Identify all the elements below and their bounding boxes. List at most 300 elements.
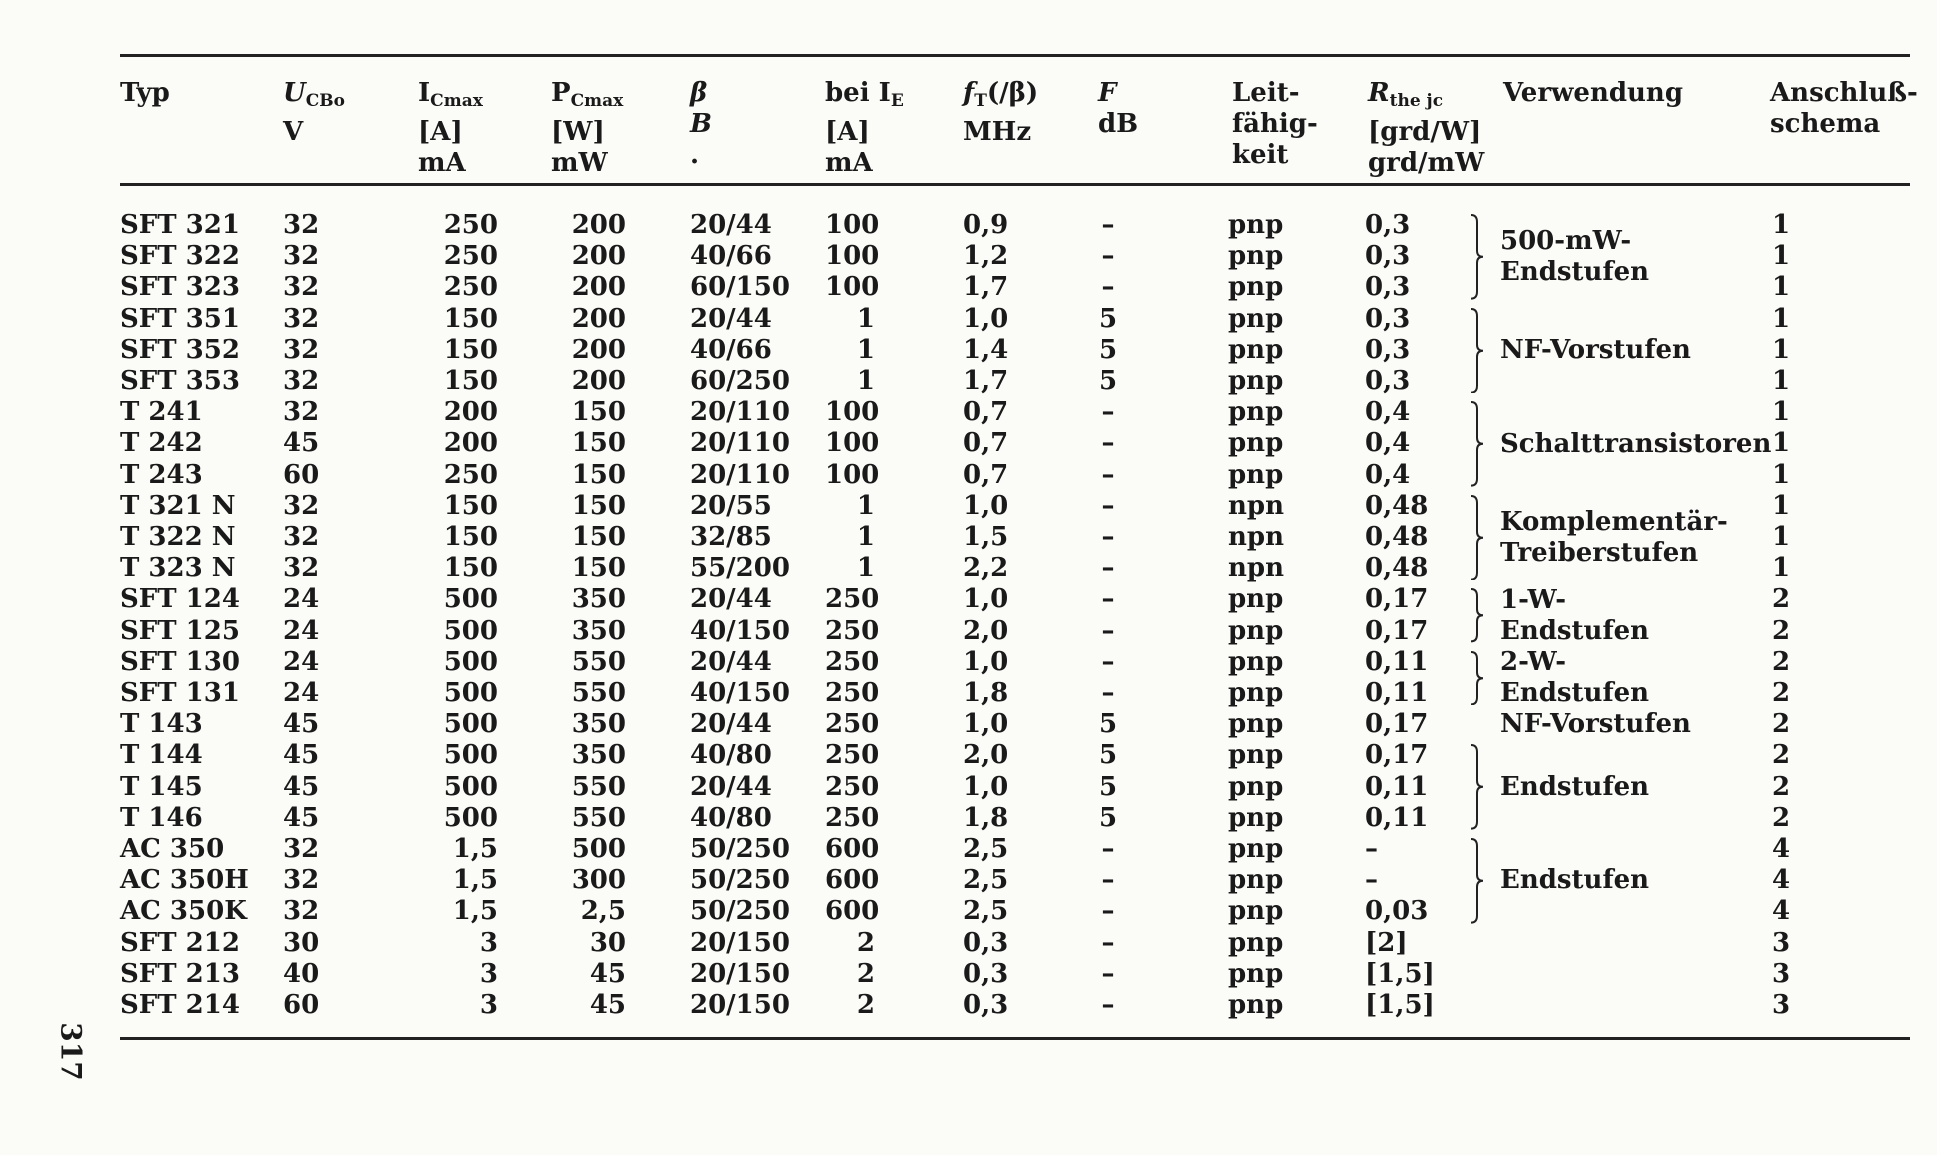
cell-schema: 1: [1771, 522, 1791, 552]
cell-bei: 100: [825, 272, 880, 303]
header-leit-2: fähig-: [1232, 109, 1318, 139]
usage-group-label: NF-Vorstufen: [1500, 709, 1691, 740]
cell-bei: 600: [825, 896, 880, 927]
cell-u: 40: [283, 958, 320, 989]
cell-f: –: [1101, 428, 1115, 459]
cell-u: 24: [283, 584, 320, 615]
cell-f: –: [1101, 927, 1115, 958]
header-ucbo-sub: CBo: [305, 91, 345, 111]
cell-u: 32: [283, 334, 320, 365]
header-leit-1: Leit-: [1232, 78, 1300, 108]
cell-leit: pnp: [1228, 834, 1284, 864]
cell-leit: pnp: [1228, 678, 1284, 708]
header-icmax-unit1: [A]: [418, 117, 463, 147]
cell-typ: T 323 N: [120, 553, 236, 584]
header-typ-label: Typ: [120, 78, 170, 108]
header-bei: [825, 78, 904, 179]
cell-bei: 100: [825, 397, 880, 428]
cell-p: 200: [571, 272, 626, 303]
cell-i: 150: [443, 334, 498, 365]
header-bei-unit2: mA: [825, 148, 873, 178]
cell-bei: 250: [825, 740, 880, 771]
cell-beta: 20/150: [690, 927, 790, 958]
cell-u: 32: [283, 490, 320, 521]
cell-i: 250: [443, 272, 498, 303]
cell-ft: 1,8: [963, 678, 1009, 708]
cell-bei: 250: [825, 646, 880, 677]
brace-icon: [1468, 588, 1486, 642]
header-rth-unit1: [grd/W]: [1368, 117, 1482, 147]
brace-icon: [1468, 308, 1486, 394]
header-ft: [963, 78, 1038, 148]
cell-rth: 0,48: [1365, 522, 1429, 552]
cell-leit: pnp: [1228, 241, 1284, 272]
cell-u: 45: [283, 802, 320, 833]
cell-typ: SFT 323: [120, 272, 240, 303]
header-bei-unit1: [A]: [825, 117, 870, 147]
cell-u: 32: [283, 366, 320, 396]
cell-ft: 2,0: [963, 615, 1009, 646]
cell-schema: 4: [1771, 865, 1791, 896]
cell-bei: 100: [825, 428, 880, 459]
cell-f: 5: [1098, 366, 1118, 396]
cell-p: 150: [571, 397, 626, 428]
cell-schema: 2: [1771, 678, 1791, 708]
cell-schema: 1: [1771, 397, 1791, 428]
cell-f: –: [1101, 865, 1115, 896]
cell-ft: 1,0: [963, 771, 1009, 802]
cell-schema: 1: [1771, 272, 1791, 303]
header-anschluss-2: schema: [1770, 109, 1881, 139]
cell-typ: T 144: [120, 740, 203, 771]
cell-typ: T 145: [120, 771, 203, 802]
header-anschluss-1: Anschluß-: [1770, 78, 1918, 108]
header-leit: [1232, 78, 1318, 171]
cell-leit: pnp: [1228, 709, 1284, 740]
cell-ft: 0,9: [963, 210, 1009, 240]
cell-schema: 3: [1771, 958, 1791, 989]
cell-bei: 2: [856, 958, 875, 989]
cell-u: 24: [283, 615, 320, 646]
cell-ft: 1,7: [963, 366, 1009, 396]
header-beta-b: B: [690, 109, 712, 139]
brace-icon: [1468, 495, 1486, 581]
cell-leit: pnp: [1228, 366, 1284, 396]
cell-rth: 0,11: [1365, 802, 1429, 833]
brace-icon: [1468, 401, 1486, 487]
cell-i: 200: [443, 428, 498, 459]
cell-typ: AC 350K: [120, 896, 247, 927]
cell-schema: 1: [1771, 459, 1791, 490]
cell-typ: SFT 213: [120, 958, 240, 989]
cell-i: 150: [443, 366, 498, 396]
cell-typ: SFT 125: [120, 615, 240, 646]
cell-ft: 1,5: [963, 522, 1009, 552]
cell-p: 550: [571, 802, 626, 833]
cell-typ: T 241: [120, 397, 203, 428]
cell-i: 3: [479, 958, 498, 989]
cell-schema: 2: [1771, 771, 1791, 802]
cell-u: 32: [283, 865, 320, 896]
header-ft-symbol: f: [963, 78, 975, 108]
cell-i: 3: [479, 927, 498, 958]
usage-group-label: NF-Vorstufen: [1500, 334, 1691, 365]
cell-typ: AC 350: [120, 834, 225, 864]
cell-f: –: [1101, 272, 1115, 303]
cell-beta: 50/250: [690, 834, 790, 864]
cell-i: 250: [443, 459, 498, 490]
cell-f: 5: [1098, 740, 1118, 771]
cell-schema: 4: [1771, 834, 1791, 864]
cell-i: 1,5: [452, 834, 498, 864]
cell-f: 5: [1098, 802, 1118, 833]
header-f: [1098, 78, 1138, 140]
header-ucbo-unit: V: [283, 117, 304, 147]
cell-p: 200: [571, 241, 626, 272]
brace-icon: [1468, 744, 1486, 830]
cell-p: 350: [571, 584, 626, 615]
top-rule: [120, 54, 1910, 57]
cell-beta: 60/250: [690, 366, 790, 396]
cell-beta: 40/80: [690, 802, 772, 833]
cell-schema: 2: [1771, 646, 1791, 677]
cell-f: –: [1101, 397, 1115, 428]
cell-p: 150: [571, 428, 626, 459]
cell-p: 200: [571, 303, 626, 334]
cell-i: 500: [443, 740, 498, 771]
cell-p: 45: [589, 990, 626, 1020]
brace-icon: [1468, 214, 1486, 300]
cell-bei: 2: [856, 990, 875, 1020]
cell-f: 5: [1098, 303, 1118, 334]
cell-f: –: [1101, 459, 1115, 490]
cell-typ: SFT 353: [120, 366, 240, 396]
cell-schema: 1: [1771, 241, 1791, 272]
cell-f: –: [1101, 896, 1115, 927]
cell-schema: 1: [1771, 303, 1791, 334]
cell-i: 3: [479, 990, 498, 1020]
cell-p: 150: [571, 490, 626, 521]
cell-p: 2,5: [580, 896, 626, 927]
cell-beta: 55/200: [690, 553, 790, 584]
cell-bei: 250: [825, 678, 880, 708]
cell-rth: 0,3: [1365, 272, 1411, 303]
cell-rth: 0,3: [1365, 366, 1411, 396]
cell-rth: 0,03: [1365, 896, 1429, 927]
cell-i: 500: [443, 802, 498, 833]
cell-typ: SFT 351: [120, 303, 240, 334]
cell-u: 60: [283, 459, 320, 490]
cell-u: 32: [283, 210, 320, 240]
cell-ft: 2,0: [963, 740, 1009, 771]
cell-beta: 40/80: [690, 740, 772, 771]
cell-typ: SFT 214: [120, 990, 240, 1020]
header-pcmax-symbol: P: [551, 78, 571, 108]
cell-i: 200: [443, 397, 498, 428]
cell-u: 32: [283, 522, 320, 552]
cell-schema: 1: [1771, 553, 1791, 584]
cell-beta: 40/150: [690, 615, 790, 646]
cell-u: 45: [283, 740, 320, 771]
cell-ft: 1,0: [963, 303, 1009, 334]
cell-p: 350: [571, 709, 626, 740]
usage-group-label: Treiberstufen: [1500, 537, 1699, 568]
cell-f: –: [1101, 834, 1115, 864]
cell-bei: 250: [825, 802, 880, 833]
cell-bei: 1: [856, 334, 875, 365]
cell-ft: 2,5: [963, 865, 1009, 896]
usage-group-label: 2-W-: [1500, 647, 1567, 677]
cell-schema: 1: [1771, 366, 1791, 396]
cell-ft: 0,7: [963, 397, 1009, 428]
cell-leit: pnp: [1228, 615, 1284, 646]
cell-p: 150: [571, 553, 626, 584]
cell-p: 350: [571, 615, 626, 646]
cell-leit: pnp: [1228, 334, 1284, 365]
cell-rth: 0,3: [1365, 241, 1411, 272]
cell-f: –: [1101, 990, 1115, 1020]
cell-beta: 32/85: [690, 522, 772, 552]
cell-leit: pnp: [1228, 927, 1284, 958]
header-ucbo: [283, 78, 345, 148]
cell-leit: pnp: [1228, 584, 1284, 615]
cell-rth: [1,5]: [1365, 958, 1435, 989]
cell-schema: 2: [1771, 709, 1791, 740]
header-bei-symbol: bei I: [825, 78, 891, 108]
cell-schema: 2: [1771, 740, 1791, 771]
cell-u: 45: [283, 709, 320, 740]
cell-typ: T 243: [120, 459, 203, 490]
cell-rth: 0,48: [1365, 553, 1429, 584]
cell-beta: 20/150: [690, 958, 790, 989]
header-icmax-symbol: I: [418, 78, 431, 108]
cell-typ: T 143: [120, 709, 203, 740]
cell-ft: 1,7: [963, 272, 1009, 303]
cell-rth: 0,11: [1365, 646, 1429, 677]
cell-beta: 20/44: [690, 709, 772, 740]
cell-leit: pnp: [1228, 740, 1284, 771]
cell-rth: –: [1365, 834, 1378, 864]
cell-u: 32: [283, 303, 320, 334]
cell-p: 550: [571, 646, 626, 677]
header-pcmax: [551, 78, 623, 179]
cell-beta: 20/150: [690, 990, 790, 1020]
cell-u: 32: [283, 834, 320, 864]
usage-group-label: 1-W-: [1500, 584, 1567, 615]
cell-rth: 0,4: [1365, 397, 1411, 428]
cell-ft: 1,4: [963, 334, 1009, 365]
cell-beta: 50/250: [690, 896, 790, 927]
cell-p: 200: [571, 366, 626, 396]
header-bottom-rule: [120, 183, 1910, 186]
cell-i: 500: [443, 584, 498, 615]
cell-rth: 0,17: [1365, 709, 1429, 740]
cell-schema: 2: [1771, 584, 1791, 615]
header-icmax: [418, 78, 483, 179]
cell-f: –: [1101, 210, 1115, 240]
cell-rth: 0,17: [1365, 615, 1429, 646]
usage-group-label: Endstufen: [1500, 678, 1650, 708]
cell-rth: 0,3: [1365, 334, 1411, 365]
page-number: 317: [54, 1022, 88, 1081]
cell-ft: 1,0: [963, 490, 1009, 521]
header-ucbo-symbol: U: [283, 78, 306, 108]
cell-i: 500: [443, 678, 498, 708]
cell-rth: [1,5]: [1365, 990, 1435, 1020]
cell-i: 1,5: [452, 865, 498, 896]
cell-rth: 0,11: [1365, 771, 1429, 802]
cell-p: 550: [571, 771, 626, 802]
cell-rth: [2]: [1365, 927, 1408, 958]
cell-beta: 50/250: [690, 865, 790, 896]
cell-rth: 0,3: [1365, 303, 1411, 334]
cell-leit: pnp: [1228, 272, 1284, 303]
cell-leit: pnp: [1228, 771, 1284, 802]
cell-beta: 20/55: [690, 490, 772, 521]
cell-u: 24: [283, 678, 320, 708]
header-ft-sub: T: [974, 91, 987, 111]
cell-f: –: [1101, 522, 1115, 552]
cell-beta: 20/44: [690, 584, 772, 615]
cell-leit: pnp: [1228, 990, 1284, 1020]
header-beta-dot: .: [690, 140, 700, 170]
header-bei-sub: E: [890, 91, 904, 111]
cell-u: 32: [283, 397, 320, 428]
header-pcmax-unit1: [W]: [551, 117, 605, 147]
cell-beta: 20/110: [690, 459, 790, 490]
cell-bei: 1: [856, 490, 875, 521]
header-rth-sub: the jc: [1389, 91, 1444, 111]
cell-i: 150: [443, 553, 498, 584]
cell-ft: 1,2: [963, 241, 1009, 272]
cell-rth: 0,17: [1365, 740, 1429, 771]
cell-ft: 1,8: [963, 802, 1009, 833]
cell-i: 500: [443, 709, 498, 740]
cell-typ: SFT 131: [120, 678, 240, 708]
cell-typ: SFT 124: [120, 584, 240, 615]
cell-leit: pnp: [1228, 459, 1284, 490]
cell-rth: 0,48: [1365, 490, 1429, 521]
cell-leit: pnp: [1228, 646, 1284, 677]
header-pcmax-sub: Cmax: [570, 91, 624, 111]
cell-p: 350: [571, 740, 626, 771]
cell-f: 5: [1098, 771, 1118, 802]
cell-schema: 4: [1771, 896, 1791, 927]
cell-ft: 1,0: [963, 646, 1009, 677]
cell-p: 45: [589, 958, 626, 989]
cell-leit: pnp: [1228, 802, 1284, 833]
cell-i: 1,5: [452, 896, 498, 927]
cell-ft: 2,5: [963, 896, 1009, 927]
cell-u: 60: [283, 990, 320, 1020]
cell-f: 5: [1098, 334, 1118, 365]
usage-group-label: Endstufen: [1500, 615, 1650, 646]
cell-ft: 1,0: [963, 709, 1009, 740]
bottom-rule: [120, 1037, 1910, 1040]
cell-i: 150: [443, 490, 498, 521]
cell-p: 150: [571, 459, 626, 490]
header-leit-3: keit: [1232, 140, 1289, 170]
usage-group-label: Schalttransistoren: [1500, 428, 1772, 459]
cell-typ: SFT 352: [120, 334, 240, 365]
header-icmax-sub: Cmax: [430, 91, 483, 111]
header-rth-symbol: R: [1368, 78, 1390, 108]
cell-beta: 20/44: [690, 210, 772, 240]
cell-u: 24: [283, 646, 320, 677]
cell-beta: 40/66: [690, 241, 772, 272]
cell-ft: 2,2: [963, 553, 1009, 584]
cell-f: –: [1101, 678, 1115, 708]
cell-ft: 0,3: [963, 990, 1009, 1020]
cell-leit: npn: [1228, 553, 1284, 584]
cell-u: 45: [283, 771, 320, 802]
cell-schema: 1: [1771, 210, 1791, 240]
cell-typ: T 242: [120, 428, 203, 459]
cell-typ: T 322 N: [120, 522, 236, 552]
cell-beta: 60/150: [690, 272, 790, 303]
cell-typ: SFT 321: [120, 210, 240, 240]
usage-group-label: Endstufen: [1500, 865, 1650, 896]
header-icmax-unit2: mA: [418, 148, 466, 178]
cell-bei: 250: [825, 584, 880, 615]
cell-f: –: [1101, 584, 1115, 615]
header-f-symbol: F: [1098, 78, 1117, 108]
header-verwendung-label: Verwendung: [1503, 78, 1684, 108]
cell-p: 200: [571, 210, 626, 240]
header-verwendung: [1503, 78, 1683, 109]
cell-leit: pnp: [1228, 428, 1284, 459]
cell-bei: 1: [856, 366, 875, 396]
cell-ft: 2,5: [963, 834, 1009, 864]
header-f-unit: dB: [1098, 109, 1139, 139]
usage-group-label: 500-mW-: [1500, 225, 1632, 256]
cell-f: –: [1101, 615, 1115, 646]
cell-i: 500: [443, 771, 498, 802]
cell-i: 150: [443, 522, 498, 552]
cell-schema: 1: [1771, 490, 1791, 521]
cell-typ: T 321 N: [120, 490, 236, 521]
cell-u: 32: [283, 241, 320, 272]
cell-ft: 0,3: [963, 927, 1009, 958]
cell-rth: 0,17: [1365, 584, 1429, 615]
usage-group-label: Endstufen: [1500, 256, 1650, 287]
cell-p: 550: [571, 678, 626, 708]
cell-ft: 1,0: [963, 584, 1009, 615]
cell-bei: 100: [825, 459, 880, 490]
cell-bei: 100: [825, 241, 880, 272]
cell-ft: 0,7: [963, 459, 1009, 490]
header-rth: [1368, 78, 1484, 179]
cell-beta: 20/110: [690, 397, 790, 428]
header-anschluss: [1770, 78, 1918, 140]
cell-p: 300: [571, 865, 626, 896]
cell-rth: 0,4: [1365, 459, 1411, 490]
cell-rth: 0,11: [1365, 678, 1429, 708]
cell-bei: 100: [825, 210, 880, 240]
cell-p: 200: [571, 334, 626, 365]
cell-schema: 1: [1771, 334, 1791, 365]
cell-i: 150: [443, 303, 498, 334]
cell-p: 150: [571, 522, 626, 552]
header-beta: [690, 78, 712, 171]
header-ft-suffix: (/β): [986, 78, 1039, 108]
usage-group-label: Komplementär-: [1500, 506, 1728, 537]
cell-u: 32: [283, 553, 320, 584]
cell-p: 500: [571, 834, 626, 864]
cell-typ: AC 350H: [120, 865, 249, 896]
cell-f: –: [1101, 490, 1115, 521]
cell-f: 5: [1098, 709, 1118, 740]
